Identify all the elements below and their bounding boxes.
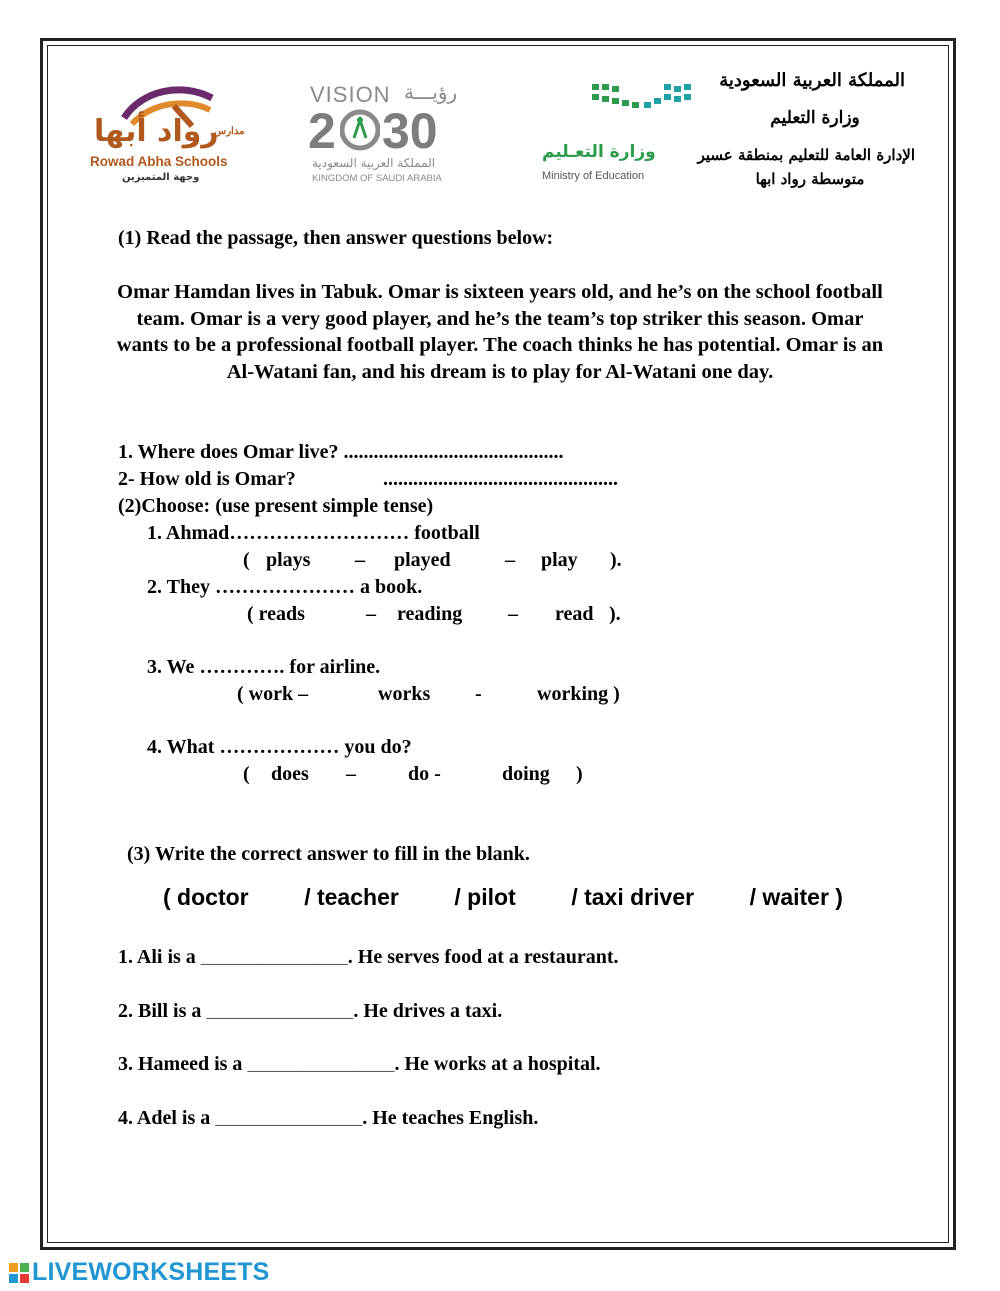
reading-passage: Omar Hamdan lives in Tabuk. Omar is sixteen years old, and he’s on the school football team. Omar is a very good player, and he’s the team’s top striker this season. Omar wants to be a professional football player. The coach thinks he has potential. Omar is an Al-Watani fan, and his dream is to play for Al-Watani one day.: [116, 281, 884, 383]
question-2-answer-line[interactable]: ...............................................: [383, 468, 618, 490]
fill-item-text: 3. Hameed is a: [118, 1053, 248, 1075]
fill-item-text: . He works at a hospital.: [394, 1053, 601, 1075]
fill-item-text: 2. Bill is a: [118, 1000, 207, 1022]
question-1: 1. Where does Omar live? ............................................: [118, 441, 564, 463]
school-name-arabic: متوسطة رواد ابها: [755, 170, 865, 188]
vision-word: VISION: [310, 82, 391, 107]
vision-arabic: رؤيـــة: [404, 80, 458, 104]
vision-emblem-icon: [340, 108, 380, 152]
fill-blank[interactable]: _____________________: [200, 952, 348, 967]
directorate-arabic: الإدارة العامة للتعليم بمنطقة عسير: [697, 146, 915, 164]
liveworksheets-wordmark: LIVEWORKSHEETS: [32, 1258, 270, 1286]
option-played[interactable]: played: [394, 549, 451, 571]
choose-item-1-sentence: 1. Ahmad……………………… football: [147, 522, 480, 544]
kingdom-name-arabic: المملكة العربية السعودية: [719, 70, 905, 91]
fill-item-1: [118, 945, 619, 972]
option-sep: –: [366, 603, 376, 625]
liveworksheets-branding[interactable]: [8, 1258, 270, 1287]
option-paren: (: [243, 549, 250, 571]
option-works[interactable]: works: [378, 683, 431, 705]
option-doing[interactable]: doing: [502, 763, 550, 785]
moe-english-name: Ministry of Education: [542, 170, 645, 182]
section3-title: (3) Write the correct answer to fill in the blank.: [127, 843, 530, 865]
option-read[interactable]: read: [555, 603, 594, 625]
moe-dots-icon: [588, 80, 698, 120]
fill-item-text: . He drives a taxi.: [353, 1000, 503, 1022]
vision-year-2: 2: [308, 103, 336, 159]
liveworksheets-logo-icon: [8, 1261, 30, 1285]
section2-title: (2)Choose: (use present simple tense): [118, 495, 434, 517]
rowad-abha-logo: [82, 80, 245, 190]
rowad-tagline: وجهة المتميزين: [122, 172, 200, 183]
fill-item-2: [118, 999, 502, 1026]
fill-item-4: [118, 1106, 538, 1133]
rowad-arabic-name: رواد أبها: [94, 114, 219, 149]
fill-blank[interactable]: _____________________: [206, 1006, 354, 1021]
option-paren: ): [576, 763, 583, 785]
option-sep: –: [505, 549, 515, 571]
word-waiter: / waiter ): [749, 884, 843, 910]
fill-blank[interactable]: _____________________: [247, 1059, 395, 1074]
vision-kingdom-english: KINGDOM OF SAUDI ARABIA: [312, 173, 442, 184]
option-play[interactable]: play: [541, 549, 578, 571]
word-pilot: / pilot: [454, 884, 516, 910]
option-reading[interactable]: reading: [397, 603, 463, 625]
word-bank: [163, 884, 843, 911]
ministry-arabic-text: [697, 68, 915, 198]
vision-2030-logo: [306, 80, 476, 190]
option-do[interactable]: do -: [408, 763, 441, 785]
choose-item-3-sentence: 3. We …………. for airline.: [147, 656, 381, 678]
vision-kingdom-arabic: المملكة العربية السعودية: [312, 156, 436, 170]
option-sep: –: [508, 603, 518, 625]
option-does[interactable]: does: [271, 763, 309, 785]
word-taxi-driver: / taxi driver: [571, 884, 695, 910]
ministry-name-arabic: وزارة التعليم: [770, 108, 860, 128]
word-doctor: ( doctor: [163, 884, 249, 910]
fill-item-text: 4. Adel is a: [118, 1107, 216, 1129]
vision-year-30: 30: [382, 103, 438, 159]
option-plays[interactable]: plays: [266, 549, 311, 571]
option-work[interactable]: ( work –: [237, 683, 309, 705]
fill-item-text: . He teaches English.: [362, 1107, 539, 1129]
question-2-label: 2- How old is Omar?: [118, 468, 296, 490]
option-paren: ).: [609, 603, 621, 625]
choose-item-2-sentence: 2. They ………………… a book.: [147, 576, 423, 598]
rowad-arabic-small: مدارس: [214, 126, 245, 137]
word-teacher: / teacher: [304, 884, 399, 910]
option-sep: –: [346, 763, 356, 785]
fill-item-3: [118, 1052, 601, 1079]
fill-item-text: 1. Ali is a: [118, 946, 201, 968]
option-reads[interactable]: ( reads: [247, 603, 305, 625]
fill-blank[interactable]: _____________________: [215, 1113, 363, 1128]
option-working[interactable]: working ): [537, 683, 620, 705]
option-paren: (: [243, 763, 250, 785]
option-sep: -: [475, 683, 482, 705]
fill-item-text: . He serves food at a restaurant.: [347, 946, 619, 968]
moe-arabic-name: وزارة التعـليم: [542, 142, 656, 162]
choose-item-4-sentence: 4. What ……………… you do?: [147, 736, 412, 758]
rowad-english-name: Rowad Abha Schools: [90, 154, 228, 169]
ministry-of-education-logo: [538, 80, 698, 190]
option-paren: ).: [610, 549, 622, 571]
section1-title: (1) Read the passage, then answer questions below:: [118, 227, 554, 249]
option-sep: –: [355, 549, 365, 571]
